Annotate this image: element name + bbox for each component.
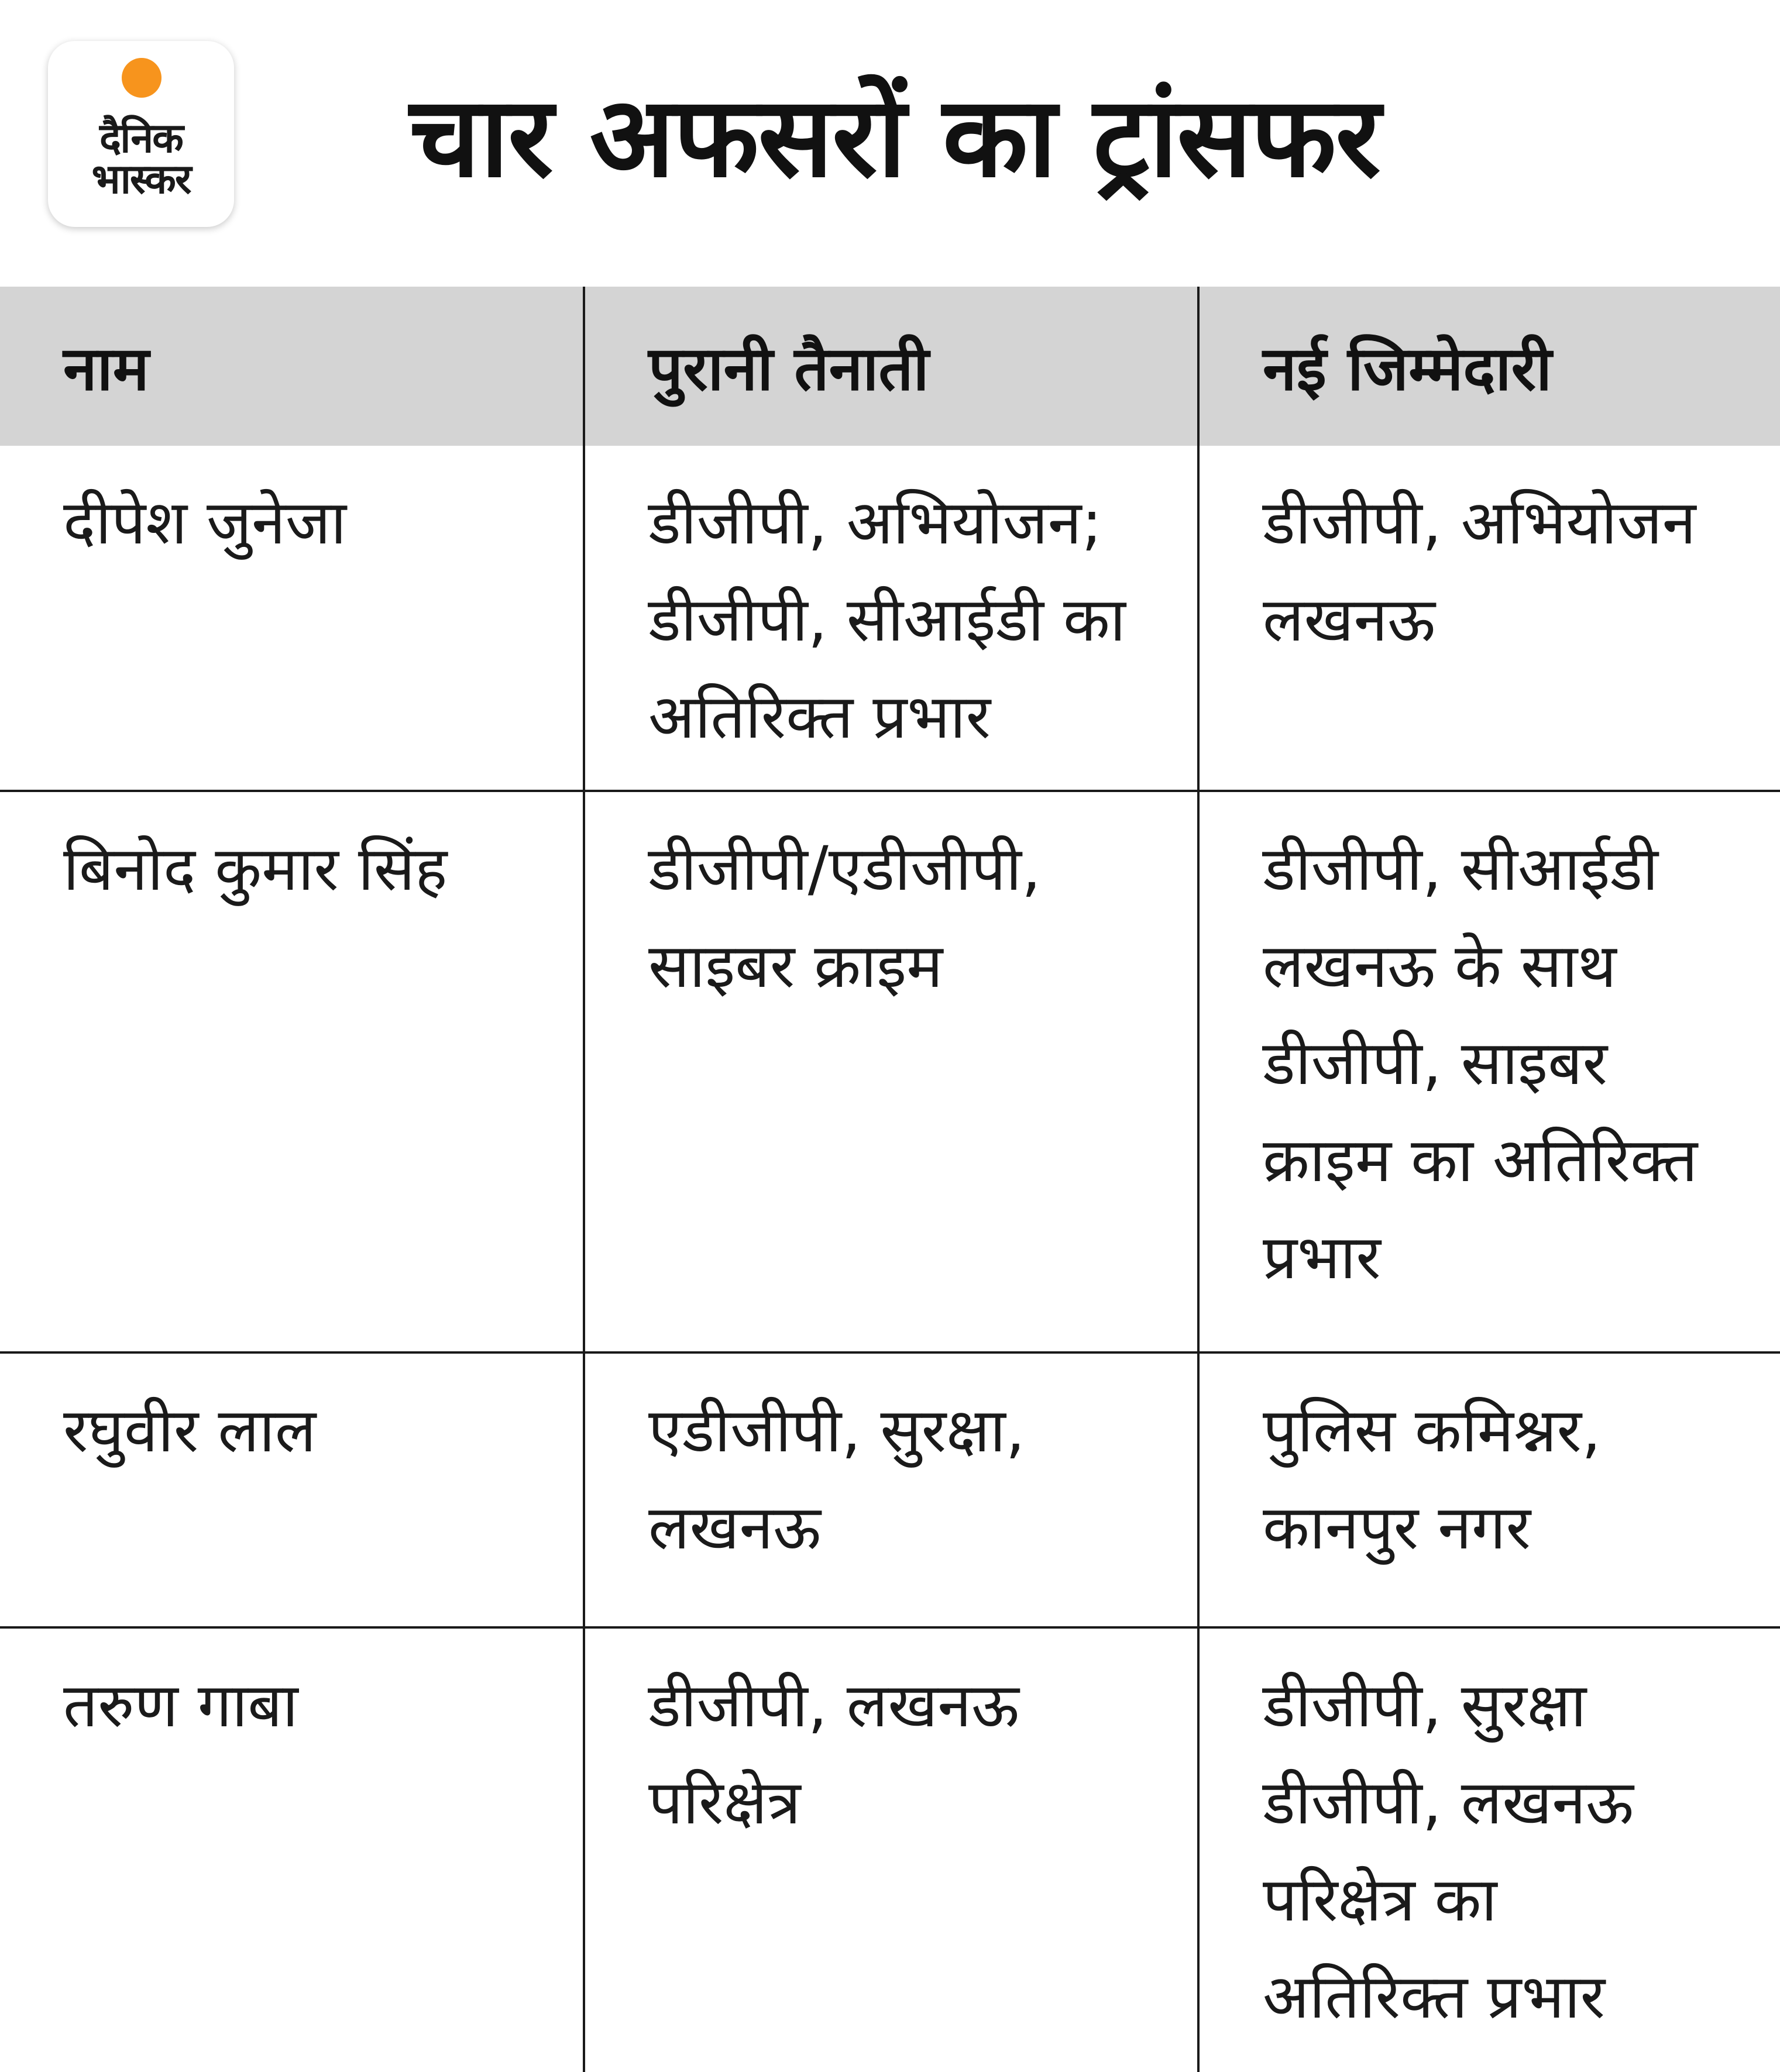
- new-responsibility-line: लखनऊ: [1263, 584, 1435, 655]
- new-responsibility-line: परिक्षेत्र का: [1263, 1864, 1497, 1935]
- new-responsibility-line: प्रभार: [1263, 1221, 1381, 1293]
- previous-posting-line: एडीजीपी, सुरक्षा,: [648, 1395, 1025, 1466]
- new-responsibility-line: लखनऊ के साथ: [1263, 930, 1617, 1001]
- officer-name-cell: [0, 1627, 584, 2072]
- previous-posting-line: अतिरिक्त प्रभार: [648, 681, 991, 752]
- previous-posting-cell: [584, 446, 1198, 791]
- officer-name: दीपेश जुनेजा: [63, 487, 347, 558]
- new-responsibility-line: डीजीपी, सुरक्षा: [1263, 1670, 1587, 1741]
- table-row: [0, 1627, 1780, 2072]
- officer-name-cell: [0, 446, 584, 791]
- new-responsibility-cell: [1198, 446, 1780, 791]
- new-responsibility-line: कानपुर नगर: [1263, 1492, 1531, 1563]
- officer-name: बिनोद कुमार सिंह: [63, 833, 448, 904]
- new-responsibility-cell: [1198, 791, 1780, 1352]
- new-responsibility-line: डीजीपी, सीआईडी: [1263, 833, 1658, 904]
- table-row: [0, 446, 1780, 791]
- new-responsibility-line: डीजीपी, लखनऊ: [1263, 1767, 1634, 1838]
- column-header-new-responsibility: नई जिम्मेदारी: [1198, 287, 1780, 446]
- officer-name: तरुण गाबा: [63, 1670, 298, 1741]
- previous-posting-line: डीजीपी/एडीजीपी,: [648, 833, 1041, 904]
- officer-name-cell: [0, 791, 584, 1352]
- previous-posting-line: लखनऊ: [648, 1492, 821, 1563]
- column-header-previous-posting: पुरानी तैनाती: [584, 287, 1198, 446]
- brand-logo: [48, 41, 234, 227]
- header: [0, 0, 1780, 287]
- officer-name: रघुवीर लाल: [63, 1395, 317, 1466]
- new-responsibility-line: डीजीपी, साइबर: [1263, 1027, 1608, 1099]
- sun-icon: [115, 51, 168, 104]
- previous-posting-line: डीजीपी, सीआईडी का: [648, 584, 1126, 655]
- new-responsibility-line: अतिरिक्त प्रभार: [1263, 1961, 1605, 2032]
- previous-posting-line: परिक्षेत्र: [648, 1767, 801, 1838]
- table-row: [0, 1352, 1780, 1627]
- brand-name-line2: भास्कर: [91, 155, 191, 203]
- brand-name-line1: दैनिक: [99, 114, 183, 162]
- table-row: [0, 791, 1780, 1352]
- table-header-row: [0, 287, 1780, 446]
- new-responsibility-line: पुलिस कमिश्नर,: [1263, 1395, 1602, 1466]
- new-responsibility-cell: [1198, 1352, 1780, 1627]
- previous-posting-cell: [584, 1352, 1198, 1627]
- new-responsibility-cell: [1198, 1627, 1780, 2072]
- officer-name-cell: [0, 1352, 584, 1627]
- previous-posting-line: साइबर क्राइम: [648, 930, 943, 1001]
- new-responsibility-line: डीजीपी, अभियोजन: [1263, 487, 1696, 558]
- previous-posting-cell: [584, 791, 1198, 1352]
- previous-posting-line: डीजीपी, अभियोजन;: [648, 487, 1102, 558]
- transfer-table: [0, 287, 1780, 2072]
- previous-posting-line: डीजीपी, लखनऊ: [648, 1670, 1019, 1741]
- new-responsibility-line: क्राइम का अतिरिक्त: [1263, 1124, 1698, 1196]
- page-title: चार अफसरों का ट्रांसफर: [410, 73, 1380, 202]
- previous-posting-cell: [584, 1627, 1198, 2072]
- column-header-name: नाम: [63, 332, 149, 404]
